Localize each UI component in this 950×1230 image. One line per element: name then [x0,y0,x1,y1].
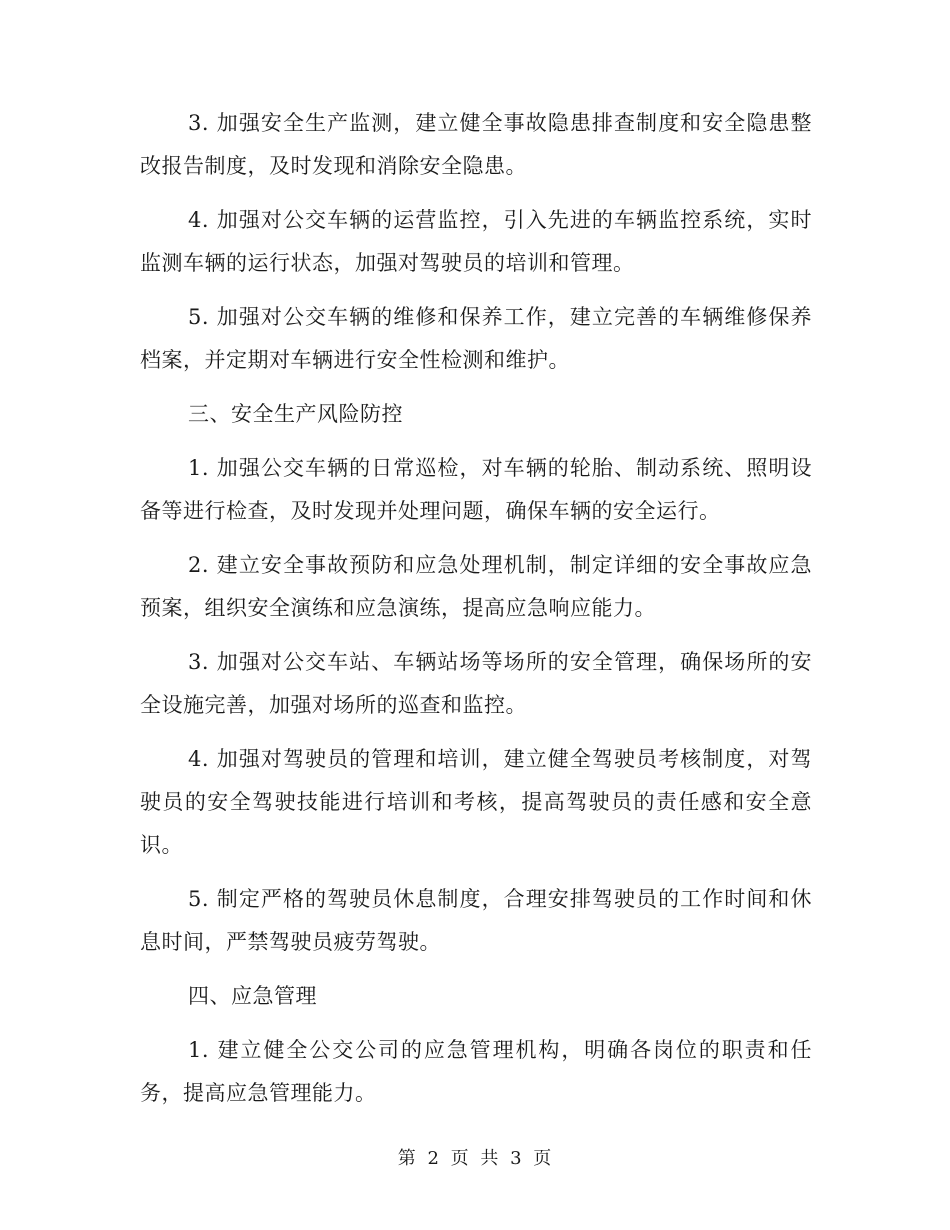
paragraph-item-4: 4. 加强对公交车辆的运营监控，引入先进的车辆监控系统，实时监测车辆的运行状态，加强对驾驶员的培训和管理。 [140,208,812,275]
page-footer: 第 2 页 共 3 页 [397,1148,553,1169]
paragraph-item-2: 2. 建立安全事故预防和应急处理机制，制定详细的安全事故应急预案，组织安全演练和应急演练，提高应急响应能力。 [140,553,812,620]
paragraph-item-3: 3. 加强安全生产监测，建立健全事故隐患排查制度和安全隐患整改报告制度，及时发现和消除安全隐患。 [140,111,812,178]
paragraph-item-1b: 1. 建立健全公交公司的应急管理机构，明确各岗位的职责和任务，提高应急管理能力。 [140,1038,812,1105]
paragraph-item-5: 5. 加强对公交车辆的维修和保养工作，建立完善的车辆维修保养档案，并定期对车辆进行安全性检测和维护。 [140,305,812,372]
section-heading-3: 三、安全生产风险防控 [188,402,403,426]
section-heading-4: 四、应急管理 [188,984,317,1008]
paragraph-item-4b: 4. 加强对驾驶员的管理和培训，建立健全驾驶员考核制度，对驾驶员的安全驾驶技能进行培训和考核，提高驾驶员的责任感和安全意识。 [140,747,812,857]
document-body [140,102,812,1126]
paragraph-item-3b: 3. 加强对公交车站、车辆站场等场所的安全管理，确保场所的安全设施完善，加强对场所的巡查和监控。 [140,650,812,717]
paragraph-item-5b: 5. 制定严格的驾驶员休息制度，合理安排驾驶员的工作时间和休息时间，严禁驾驶员疲劳驾驶。 [140,887,812,954]
paragraph-item-1: 1. 加强公交车辆的日常巡检，对车辆的轮胎、制动系统、照明设备等进行检查，及时发现并处理问题，确保车辆的安全运行。 [140,456,812,523]
